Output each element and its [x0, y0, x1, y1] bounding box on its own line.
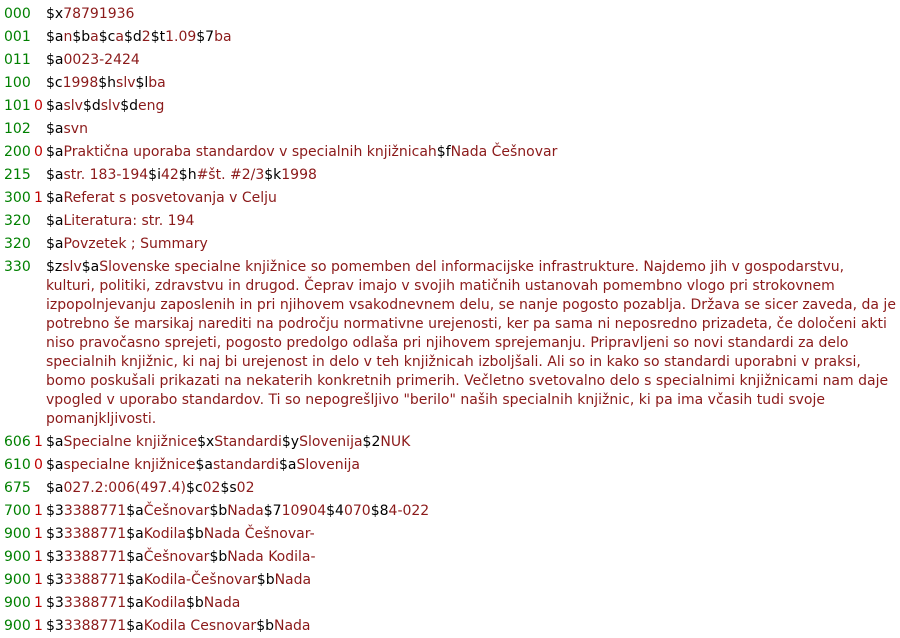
field-content	[46, 546, 896, 569]
subfield-value: 2	[141, 29, 151, 45]
subfield-value: Nada	[274, 572, 312, 588]
subfield-value: 10904	[281, 503, 327, 519]
subfield-code: $s	[220, 480, 237, 496]
subfield-code: $i	[148, 167, 161, 183]
subfield-code: $a	[46, 213, 64, 229]
field-content	[46, 141, 896, 164]
field-indicator: 1	[34, 190, 43, 206]
field-row	[0, 500, 900, 523]
subfield-value: Povzetek ; Summary	[63, 236, 208, 252]
field-row	[0, 592, 900, 615]
field-row	[0, 3, 900, 26]
subfield-value: Nada Češnovar	[450, 144, 558, 160]
subfield-value: Nada	[273, 618, 311, 634]
field-row	[0, 72, 900, 95]
field-tag: 001	[4, 29, 31, 45]
field-tag: 215	[4, 167, 31, 183]
subfield-code: $a	[195, 457, 213, 473]
subfield-code: $f	[436, 144, 451, 160]
subfield-value: 42	[160, 167, 179, 183]
field-indicator: 0	[34, 98, 43, 114]
subfield-value: slv	[63, 98, 83, 114]
subfield-value: Referat s posvetovanja v Celju	[63, 190, 277, 206]
subfield-value: Slovenske specialne knjižnice so pomemben del informacijske infrastrukture. Najdemo jih v gospodarstvu, kulturi, politiki, zdravstvu in drugod. Čeprav imajo v svojih matičnih ustanovah pomembno vlogo pri strokovnem izpopolnjevanju zaposlenih in pri njihovem vsakodnevnem delu, se nanje pogosto pozablja. Država se sicer zaveda, da je potrebno še marsikaj narediti na področju normativne urejenosti, ker pa sama ni neposredno prizadeta, če določeni akti niso pravočasno sprejeti, pogosto predolgo odlaša pri njihovem sprejemanju. Pripravljeni so novi standardi za delo specialnih knjižnic, ki naj bi urejenost in delo v teh knjižnicah izboljšali. Ali so in kako so standardi uporabni v praksi, bomo poskušali prikazati na nekaterih konkretnih primerih. Večletno svetovalno delo s specialnimi knjižnicami nam daje vpogled v uporabo standardov. Ti so nepogrešljivo "berilo" naših specialnih knjižnic, ki pa ima včasih tudi svoje pomanjkljivosti.	[46, 259, 896, 427]
subfield-value: 027.2:006(497.4)	[63, 480, 187, 496]
subfield-value: a	[90, 29, 99, 45]
subfield-code: $d	[123, 29, 142, 45]
subfield-value: Standardi	[214, 434, 282, 450]
subfield-code: $h	[98, 75, 117, 91]
subfield-value: Češnovar	[143, 503, 210, 519]
subfield-code: $a	[126, 503, 144, 519]
subfield-value: eng	[138, 98, 165, 114]
field-content	[46, 500, 896, 523]
field-indicator: 1	[34, 526, 43, 542]
subfield-code: $b	[209, 503, 228, 519]
subfield-value: 3388771	[63, 595, 127, 611]
subfield-value: Nada	[203, 595, 241, 611]
field-tag: 610	[4, 457, 31, 473]
subfield-code: $a	[126, 549, 144, 565]
subfield-value: ba	[148, 75, 166, 91]
subfield-value: svn	[63, 121, 88, 137]
field-tag: 102	[4, 121, 31, 137]
subfield-value: Nada	[227, 503, 264, 519]
subfield-value: 1.09	[165, 29, 197, 45]
field-content	[46, 454, 896, 477]
subfield-code: $c	[98, 29, 116, 45]
subfield-value: Kodila-Češnovar	[143, 572, 257, 588]
subfield-code: $d	[120, 98, 139, 114]
subfield-value: Češnovar	[143, 549, 210, 565]
subfield-value: 3388771	[63, 549, 127, 565]
subfield-value: Kodila Cesnovar	[143, 618, 257, 634]
field-row	[0, 49, 900, 72]
subfield-code: $b	[185, 526, 204, 542]
subfield-code: $a	[81, 259, 100, 275]
subfield-code: $a	[46, 434, 64, 450]
subfield-value: Slovenija	[299, 434, 363, 450]
field-tag: 900	[4, 526, 31, 542]
subfield-value: slv	[100, 98, 121, 114]
field-indicator: 1	[34, 503, 43, 519]
subfield-code: $a	[278, 457, 297, 473]
field-tag: 330	[4, 259, 31, 275]
field-row	[0, 187, 900, 210]
field-tag: 700	[4, 503, 31, 519]
subfield-code: $a	[46, 190, 64, 206]
subfield-code: $8	[370, 503, 389, 519]
field-tag: 675	[4, 480, 31, 496]
subfield-value: specialne knjižnice	[63, 457, 196, 473]
field-row	[0, 615, 900, 638]
subfield-code: $a	[46, 144, 64, 160]
field-row	[0, 141, 900, 164]
field-content	[46, 118, 896, 141]
field-content	[46, 431, 896, 454]
field-tag: 101	[4, 98, 31, 114]
field-row	[0, 256, 900, 431]
subfield-value: 02	[202, 480, 221, 496]
field-tag: 000	[4, 6, 31, 22]
field-content	[46, 233, 896, 256]
field-tag: 100	[4, 75, 31, 91]
subfield-code: $a	[46, 98, 64, 114]
field-content	[46, 26, 896, 49]
field-row	[0, 431, 900, 454]
subfield-code: $b	[72, 29, 91, 45]
field-indicator: 0	[34, 144, 43, 160]
subfield-code: $a	[46, 236, 64, 252]
subfield-code: $a	[46, 121, 64, 137]
field-tag: 900	[4, 549, 31, 565]
subfield-value: 1998	[281, 167, 317, 183]
field-tag: 320	[4, 213, 31, 229]
subfield-value: str. 183-194	[63, 167, 149, 183]
subfield-code: $b	[256, 572, 275, 588]
subfield-code: $h	[178, 167, 197, 183]
subfield-value: slv	[116, 75, 136, 91]
subfield-code: $b	[185, 595, 204, 611]
field-content	[46, 72, 896, 95]
subfield-code: $c	[46, 75, 63, 91]
subfield-value: 3388771	[63, 618, 127, 634]
field-row	[0, 118, 900, 141]
field-indicator: 1	[34, 549, 43, 565]
subfield-value: NUK	[380, 434, 411, 450]
subfield-code: $l	[135, 75, 149, 91]
field-row	[0, 233, 900, 256]
field-tag: 300	[4, 190, 31, 206]
subfield-value: 1998	[62, 75, 99, 91]
subfield-code: $3	[46, 503, 64, 519]
subfield-code: $z	[46, 259, 63, 275]
subfield-code: $a	[46, 52, 64, 68]
subfield-value: 4-022	[388, 503, 430, 519]
field-row	[0, 210, 900, 233]
subfield-value: a	[115, 29, 124, 45]
field-tag: 606	[4, 434, 31, 450]
subfield-value: slv	[62, 259, 82, 275]
subfield-code: $y	[281, 434, 300, 450]
subfield-code: $a	[126, 572, 144, 588]
field-row	[0, 164, 900, 187]
field-content	[46, 3, 896, 26]
subfield-code: $3	[46, 526, 64, 542]
field-content	[46, 210, 896, 233]
subfield-code: $b	[209, 549, 228, 565]
field-row	[0, 95, 900, 118]
subfield-value: Specialne knjižnice	[63, 434, 198, 450]
subfield-value: Nada Kodila-	[227, 549, 316, 565]
subfield-value: 0023-2424	[63, 52, 140, 68]
field-row	[0, 454, 900, 477]
subfield-code: $3	[46, 549, 64, 565]
subfield-code: $7	[196, 29, 215, 45]
subfield-value: Slovenija	[296, 457, 360, 473]
subfield-value: 3388771	[63, 526, 127, 542]
subfield-code: $x	[197, 434, 215, 450]
field-tag: 900	[4, 595, 31, 611]
field-tag: 011	[4, 52, 31, 68]
field-content	[46, 256, 896, 431]
field-content	[46, 523, 896, 546]
subfield-code: $3	[46, 572, 64, 588]
field-content	[46, 164, 896, 187]
subfield-value: 3388771	[63, 503, 127, 519]
subfield-code: $d	[82, 98, 101, 114]
field-indicator: 1	[34, 595, 43, 611]
field-tag: 320	[4, 236, 31, 252]
field-content	[46, 95, 896, 118]
subfield-code: $t	[150, 29, 166, 45]
subfield-code: $4	[326, 503, 344, 519]
field-content	[46, 569, 896, 592]
subfield-code: $a	[46, 457, 64, 473]
field-tag: 900	[4, 618, 31, 634]
subfield-code: $c	[186, 480, 203, 496]
subfield-code: $3	[46, 595, 64, 611]
subfield-code: $a	[126, 618, 144, 634]
field-indicator: 1	[34, 618, 43, 634]
field-content	[46, 187, 896, 210]
subfield-code: $k	[264, 167, 282, 183]
subfield-value: 02	[236, 480, 255, 496]
subfield-value: ba	[214, 29, 232, 45]
subfield-value: Praktična uporaba standardov v specialnih knjižnicah	[63, 144, 437, 160]
subfield-value: 3388771	[63, 572, 127, 588]
field-row	[0, 569, 900, 592]
subfield-value: Nada Češnovar-	[203, 526, 315, 542]
subfield-code: $b	[256, 618, 274, 634]
field-row	[0, 546, 900, 569]
field-indicator: 1	[34, 434, 43, 450]
subfield-value: #št. #2/3	[196, 167, 265, 183]
field-content	[46, 477, 896, 500]
subfield-code: $2	[362, 434, 381, 450]
subfield-code: $7	[263, 503, 282, 519]
field-row	[0, 523, 900, 546]
subfield-value: standardi	[212, 457, 279, 473]
subfield-code: $a	[46, 29, 64, 45]
subfield-value: 78791936	[63, 6, 135, 22]
subfield-code: $a	[46, 167, 64, 183]
field-tag: 900	[4, 572, 31, 588]
field-indicator: 1	[34, 572, 43, 588]
subfield-value: n	[63, 29, 73, 45]
subfield-value: 070	[343, 503, 371, 519]
subfield-code: $a	[126, 595, 144, 611]
field-row	[0, 26, 900, 49]
subfield-value: Kodila	[143, 526, 186, 542]
subfield-code: $x	[46, 6, 64, 22]
field-content	[46, 615, 896, 638]
field-content	[46, 592, 896, 615]
subfield-value: Literatura: str. 194	[63, 213, 195, 229]
subfield-code: $a	[126, 526, 144, 542]
field-tag: 200	[4, 144, 31, 160]
field-indicator: 0	[34, 457, 43, 473]
field-content	[46, 49, 896, 72]
subfield-code: $a	[46, 480, 64, 496]
field-row	[0, 477, 900, 500]
subfield-value: Kodila	[143, 595, 186, 611]
subfield-code: $3	[46, 618, 64, 634]
